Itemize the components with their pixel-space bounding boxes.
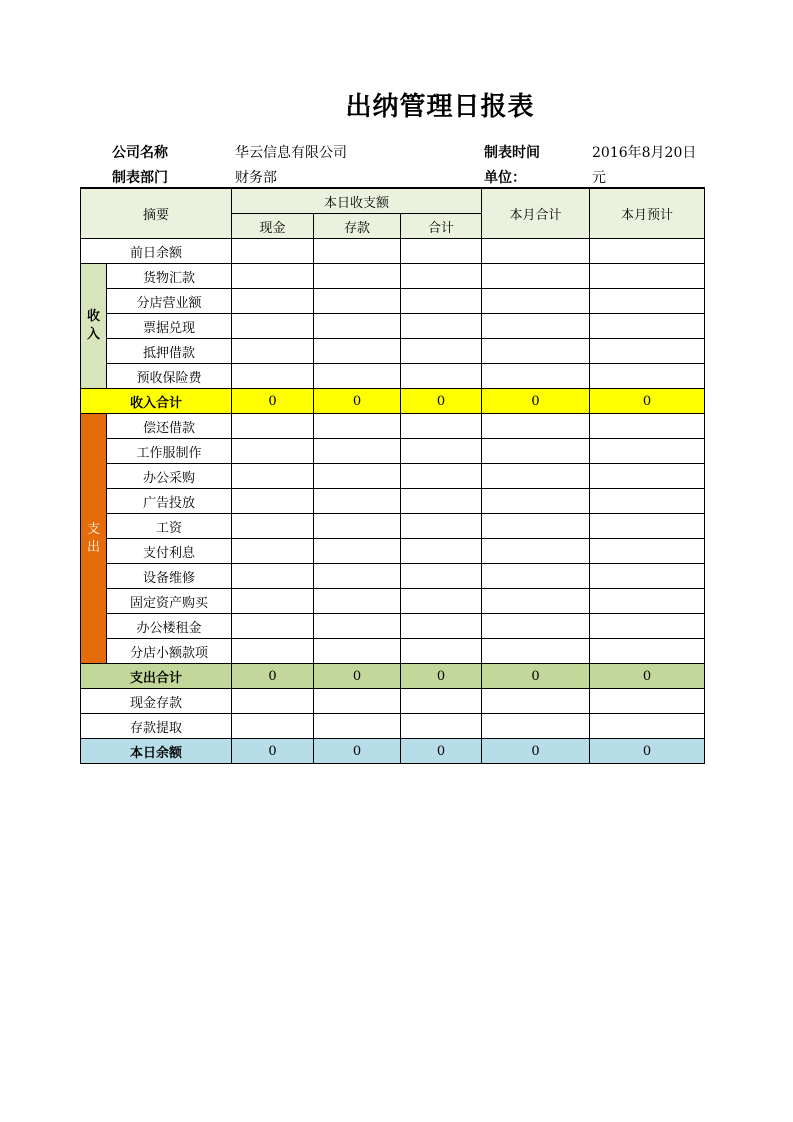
cell[interactable] [232,464,314,489]
cell[interactable] [401,264,482,289]
cell[interactable] [482,589,590,614]
company-label: 公司名称 [112,145,168,161]
cell[interactable] [482,539,590,564]
cell[interactable] [401,439,482,464]
cell[interactable] [232,314,314,339]
income-total-value: 0 [482,389,590,414]
expense-label: 支出 [86,521,100,555]
cell[interactable] [590,539,705,564]
cell[interactable] [314,489,401,514]
cell[interactable] [590,489,705,514]
cell[interactable] [232,564,314,589]
cell[interactable] [482,689,590,714]
balance-label: 本日余额 [81,739,232,764]
time-label: 制表时间 [484,145,540,161]
cell[interactable] [590,414,705,439]
cell[interactable] [401,689,482,714]
cell[interactable] [401,614,482,639]
expense-total-value: 0 [232,664,314,689]
daily-report-table [80,187,705,764]
company-value: 华云信息有限公司 [235,145,347,161]
month-forecast-header: 本月预计 [590,188,705,239]
balance-value: 0 [590,739,705,764]
cell[interactable] [482,464,590,489]
income-row [81,314,705,339]
income-total-row [81,389,705,414]
cell[interactable] [314,289,401,314]
cell[interactable] [590,614,705,639]
summary-header: 摘要 [81,188,232,239]
row-label: 现金存款 [81,689,232,714]
deposit-header: 存款 [314,214,401,239]
cell[interactable] [401,514,482,539]
cell[interactable] [482,364,590,389]
expense-total-label: 支出合计 [81,664,232,689]
cell[interactable] [401,364,482,389]
expense-item-label: 办公楼租金 [107,614,232,639]
expense-total-value: 0 [482,664,590,689]
cell[interactable] [401,239,482,264]
cell[interactable] [590,289,705,314]
cell[interactable] [232,489,314,514]
cell[interactable] [590,514,705,539]
income-total-value: 0 [401,389,482,414]
dept-label: 制表部门 [112,170,168,186]
cell[interactable] [314,639,401,664]
cell[interactable] [232,264,314,289]
income-item-label: 抵押借款 [107,339,232,364]
unit-label: 单位： [484,170,526,186]
expense-item-label: 办公采购 [107,464,232,489]
deposit-withdraw-row [81,714,705,739]
cell[interactable] [401,289,482,314]
expense-row [81,514,705,539]
cell[interactable] [314,514,401,539]
month-total-header: 本月合计 [482,188,590,239]
cell[interactable] [401,339,482,364]
cell[interactable] [401,714,482,739]
income-row [81,339,705,364]
cell[interactable] [314,414,401,439]
expense-row [81,564,705,589]
income-row [81,289,705,314]
cell[interactable] [590,589,705,614]
cell[interactable] [590,439,705,464]
unit-value: 元 [592,170,606,186]
time-value: 2016年8月20日 [592,145,697,161]
row-label: 存款提取 [81,714,232,739]
row-label: 前日余额 [81,239,232,264]
cell[interactable] [232,639,314,664]
income-total-value: 0 [314,389,401,414]
expense-item-label: 广告投放 [107,489,232,514]
cell[interactable] [590,314,705,339]
cell[interactable] [482,264,590,289]
balance-value: 0 [401,739,482,764]
cell[interactable] [401,564,482,589]
daily-header: 本日收支额 [232,188,482,214]
balance-value: 0 [482,739,590,764]
cell[interactable] [232,614,314,639]
income-item-label: 预收保险费 [107,364,232,389]
expense-row [81,589,705,614]
cell[interactable] [314,264,401,289]
income-row [81,364,705,389]
expense-item-label: 工作服制作 [107,439,232,464]
cell[interactable] [314,314,401,339]
income-side-label [81,264,107,389]
cell[interactable] [314,689,401,714]
expense-item-label: 分店小额款项 [107,639,232,664]
cell[interactable] [232,339,314,364]
income-item-label: 货物汇款 [107,264,232,289]
cell[interactable] [232,289,314,314]
cell[interactable] [482,714,590,739]
expense-row [81,639,705,664]
cell[interactable] [232,714,314,739]
cell[interactable] [232,589,314,614]
balance-value: 0 [314,739,401,764]
expense-item-label: 偿还借款 [107,414,232,439]
cell[interactable] [401,539,482,564]
expense-row [81,414,705,439]
balance-value: 0 [232,739,314,764]
cell[interactable] [232,539,314,564]
cell[interactable] [401,464,482,489]
prev-balance-row [81,239,705,264]
cell[interactable] [401,589,482,614]
expense-item-label: 固定资产购买 [107,589,232,614]
cash-deposit-row [81,689,705,714]
cell[interactable] [314,239,401,264]
cell[interactable] [590,464,705,489]
cell[interactable] [590,639,705,664]
expense-row [81,614,705,639]
cell[interactable] [482,489,590,514]
cell[interactable] [482,639,590,664]
cell[interactable] [482,564,590,589]
expense-total-row [81,664,705,689]
cell[interactable] [401,489,482,514]
subtotal-header: 合计 [401,214,482,239]
cell[interactable] [401,414,482,439]
expense-row [81,464,705,489]
cell[interactable] [232,364,314,389]
cash-header: 现金 [232,214,314,239]
cell[interactable] [314,539,401,564]
cell[interactable] [232,239,314,264]
cell[interactable] [314,614,401,639]
cell[interactable] [482,239,590,264]
cell[interactable] [482,614,590,639]
expense-row [81,439,705,464]
expense-item-label: 工资 [107,514,232,539]
cell[interactable] [232,689,314,714]
cell[interactable] [590,689,705,714]
cell[interactable] [232,414,314,439]
cell[interactable] [314,439,401,464]
cell[interactable] [314,464,401,489]
cell[interactable] [314,364,401,389]
expense-item-label: 设备维修 [107,564,232,589]
cell[interactable] [590,339,705,364]
cell[interactable] [482,314,590,339]
cell[interactable] [401,639,482,664]
expense-row [81,539,705,564]
income-row [81,264,705,289]
cell[interactable] [590,364,705,389]
daily-balance-row [81,739,705,764]
cell[interactable] [482,514,590,539]
cell[interactable] [314,589,401,614]
expense-total-value: 0 [590,664,705,689]
expense-item-label: 支付利息 [107,539,232,564]
income-total-value: 0 [590,389,705,414]
cell[interactable] [482,289,590,314]
expense-row [81,489,705,514]
expense-side-label [81,414,107,664]
cell[interactable] [590,264,705,289]
income-item-label: 分店营业额 [107,289,232,314]
income-total-value: 0 [232,389,314,414]
cell[interactable] [590,714,705,739]
cell[interactable] [590,564,705,589]
cell[interactable] [314,564,401,589]
income-label: 收入 [86,309,100,342]
cell[interactable] [232,439,314,464]
cell[interactable] [232,514,314,539]
expense-total-value: 0 [401,664,482,689]
report-title: 出纳管理日报表 [345,92,535,122]
expense-total-value: 0 [314,664,401,689]
cell[interactable] [482,439,590,464]
cell[interactable] [314,714,401,739]
cell[interactable] [482,339,590,364]
income-item-label: 票据兑现 [107,314,232,339]
cell[interactable] [314,339,401,364]
cell[interactable] [590,239,705,264]
income-total-label: 收入合计 [81,389,232,414]
dept-value: 财务部 [235,170,277,186]
cell[interactable] [401,314,482,339]
cell[interactable] [482,414,590,439]
